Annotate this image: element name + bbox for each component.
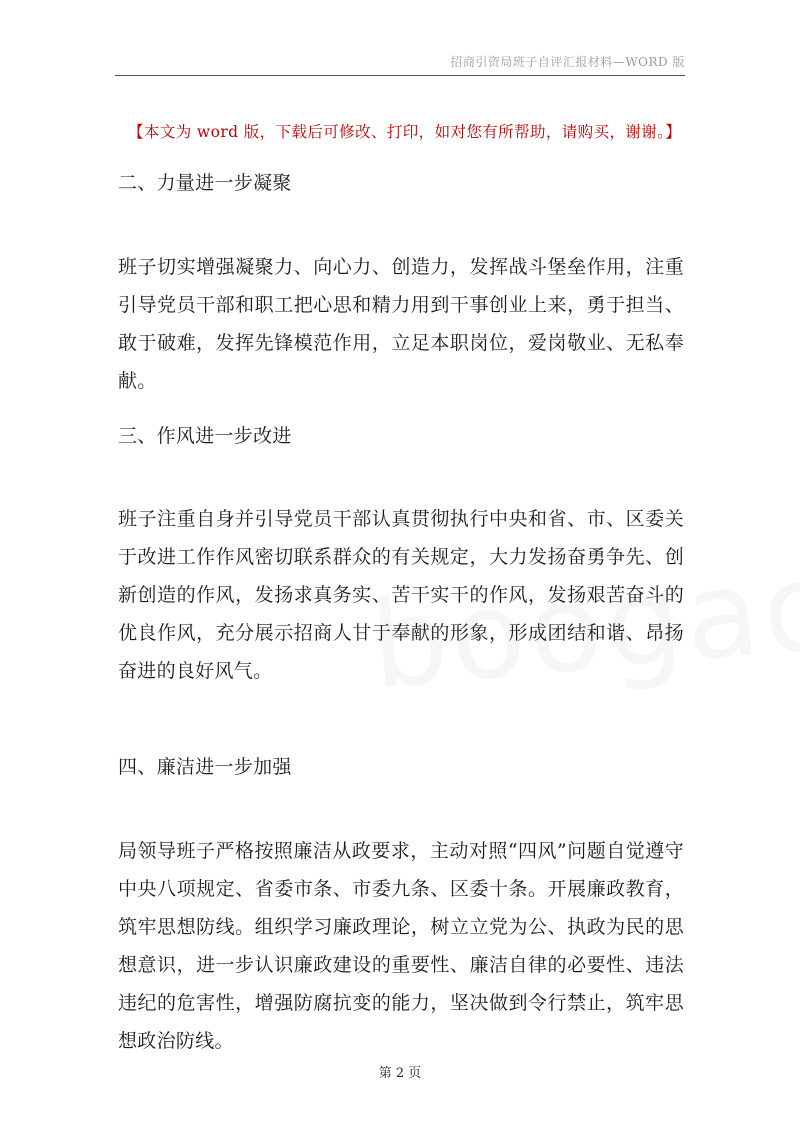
section-body-3: 班子注重自身并引导党员干部认真贯彻执行中央和省、市、区委关于改进工作作风密切联系群众的有关规定，大力发扬奋勇争先、创新创造的作风，发扬求真务实、苦干实干的作风，发扬艰苦奋斗的优良作风，充分展示招商人甘于奉献的形象，形成团结和谐、昂扬奋进的良好风气。 <box>118 508 684 682</box>
section-heading-2: 二、力量进一步凝聚 <box>118 172 292 194</box>
section-heading-4: 四、廉洁进一步加强 <box>118 756 292 778</box>
download-notice: 【本文为 word 版，下载后可修改、打印，如对您有所帮助，请购买，谢谢。】 <box>128 123 682 141</box>
section-body-4: 局领导班子严格按照廉洁从政要求，主动对照“四风”问题自觉遵守中央八项规定、省委市条、市委九条、区委十条。开展廉政教育，筑牢思想防线。组织学习廉政理论，树立立党为公、执政为民的思想意识，进一步认识廉政建设的重要性、廉洁自律的必要性、违法违纪的危害性，增强防腐抗变的能力，坚决做到令行禁止，筑牢思想政治防线。 <box>118 840 684 1052</box>
header-divider <box>115 75 685 76</box>
page-number: 第 2 页 <box>378 1066 422 1081</box>
running-header-title: 招商引资局班子自评汇报材料—WORD 版 <box>450 55 685 69</box>
section-body-2: 班子切实增强凝聚力、向心力、创造力，发挥战斗堡垒作用，注重引导党员干部和职工把心思和精力用到干事创业上来，勇于担当、敢于破难，发挥先锋模范作用，立足本职岗位，爱岗敬业、无私奉献。 <box>118 256 684 392</box>
section-heading-3: 三、作风进一步改进 <box>118 425 292 447</box>
